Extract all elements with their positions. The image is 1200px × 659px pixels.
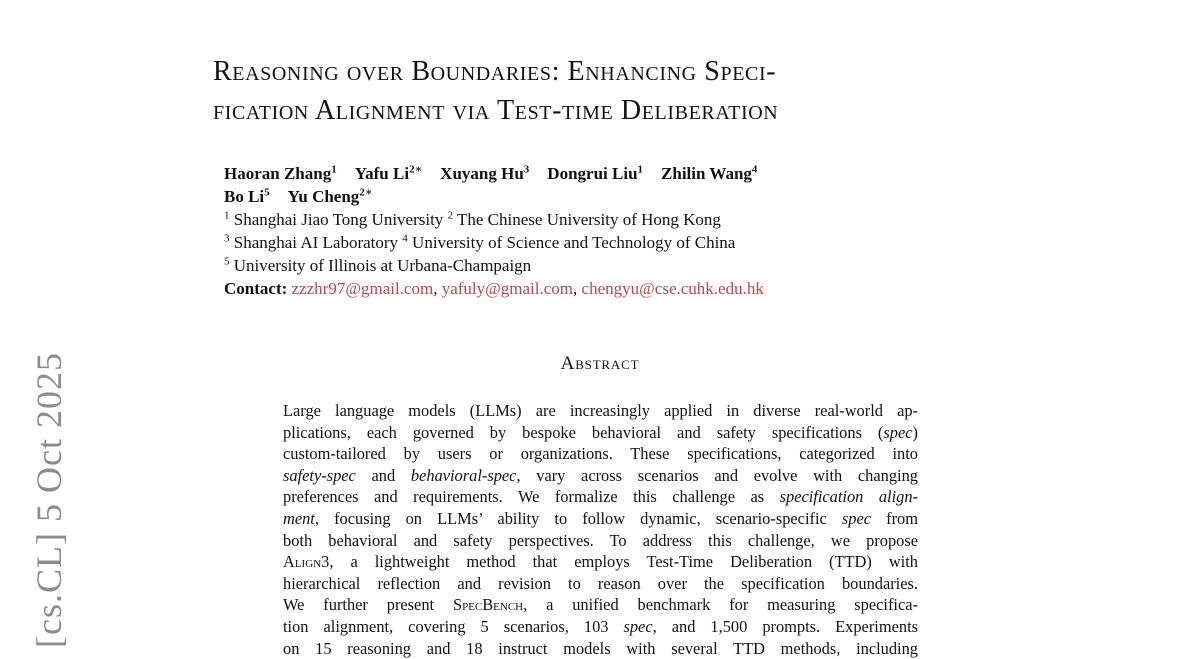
affiliation-list bbox=[224, 208, 984, 277]
abstract-line: Large language models (LLMs) are increasingly applied in diverse real-world ap- bbox=[283, 401, 918, 420]
author-affiliation-marker: 4 bbox=[751, 163, 758, 176]
abstract-line: plications, each governed by bespoke behavioral and safety specifications (spec) bbox=[283, 422, 918, 442]
email-link[interactable]: zzzhr97@gmail.com bbox=[291, 279, 434, 298]
affiliation-line: $^3$ Shanghai AI Laboratory $^4$ University of Science and Technology of China bbox=[224, 232, 736, 252]
abstract-line: hierarchical reflection and revision to reason over the specification boundaries. bbox=[283, 573, 918, 593]
contact-label: Contact: bbox=[224, 279, 288, 298]
author-row-2 bbox=[224, 185, 984, 208]
author-affiliation-marker: 5 bbox=[264, 186, 270, 199]
abstract-line: custom-tailored by users or organizations. These specifications, categorized into bbox=[283, 444, 918, 464]
title-line-1: Reasoning over Boundaries: Enhancing Speci- bbox=[213, 56, 777, 87]
author-name: Haoran Zhang$^1$ bbox=[224, 163, 337, 183]
title-line-2: fication Alignment via Test-time Deliberation bbox=[213, 95, 779, 126]
abstract-heading: Abstract bbox=[560, 353, 640, 374]
abstract-line: both behavioral and safety perspectives. To address this challenge, we propose bbox=[283, 530, 918, 550]
contact-line: Contact: zzzhr97@gmail.com, yafuly@gmail.com, chengyu@cse.cuhk.edu.hk bbox=[224, 279, 764, 298]
author-affiliation-marker: 1 bbox=[331, 163, 337, 176]
abstract-line: tion alignment, covering 5 scenarios, 103 spec, and 1,500 prompts. Experiments bbox=[283, 616, 919, 636]
affiliation-line: $^5$ University of Illinois at Urbana-Champaign bbox=[224, 255, 532, 275]
author-affiliation-marker: 2∗ bbox=[359, 186, 373, 199]
affiliation-line: $^1$ Shanghai Jiao Tong University $^2$ The Chinese University of Hong Kong bbox=[224, 209, 721, 229]
author-affiliation-marker: 3 bbox=[523, 163, 530, 176]
abstract-line: safety-spec and behavioral-spec, vary across scenarios and evolve with changing bbox=[283, 465, 918, 485]
author-name: Xuyang Hu$^3$ bbox=[440, 163, 530, 183]
author-name: Dongrui Liu$^1$ bbox=[547, 163, 644, 183]
abstract-line: Align3, a lightweight method that employs Test-Time Deliberation (TTD) with bbox=[283, 552, 918, 572]
author-affiliation-marker: 2∗ bbox=[409, 163, 423, 176]
abstract-body bbox=[283, 400, 918, 659]
abstract-line: ment, focusing on LLMs’ ability to follow dynamic, scenario-specific spec from bbox=[283, 508, 918, 528]
abstract-line: preferences and requirements. We formalize this challenge as specification align- bbox=[283, 487, 918, 507]
arxiv-identifier-stamp: [cs.CL] 5 Oct 2025 bbox=[29, 352, 69, 648]
email-link[interactable]: chengyu@cse.cuhk.edu.hk bbox=[581, 279, 764, 298]
author-name: Bo Li$^5$ bbox=[224, 186, 270, 206]
author-name: Yafu $Li^{2∗}$ bbox=[354, 163, 423, 183]
paper-title bbox=[213, 52, 1003, 130]
author-affiliation-marker: 1 bbox=[637, 163, 644, 176]
abstract-line: on 15 reasoning and 18 instruct models with several TTD methods, including bbox=[283, 638, 918, 658]
abstract-line: We further present SpecBench, a unified benchmark for measuring specifica- bbox=[283, 595, 918, 615]
email-link[interactable]: yafuly@gmail.com bbox=[441, 279, 574, 298]
author-name: Yu Cheng$^{2∗}$ bbox=[287, 186, 373, 206]
author-row-1 bbox=[224, 162, 984, 185]
author-name: Zhilin Wang$^4$ bbox=[661, 163, 758, 183]
author-block bbox=[224, 162, 984, 300]
